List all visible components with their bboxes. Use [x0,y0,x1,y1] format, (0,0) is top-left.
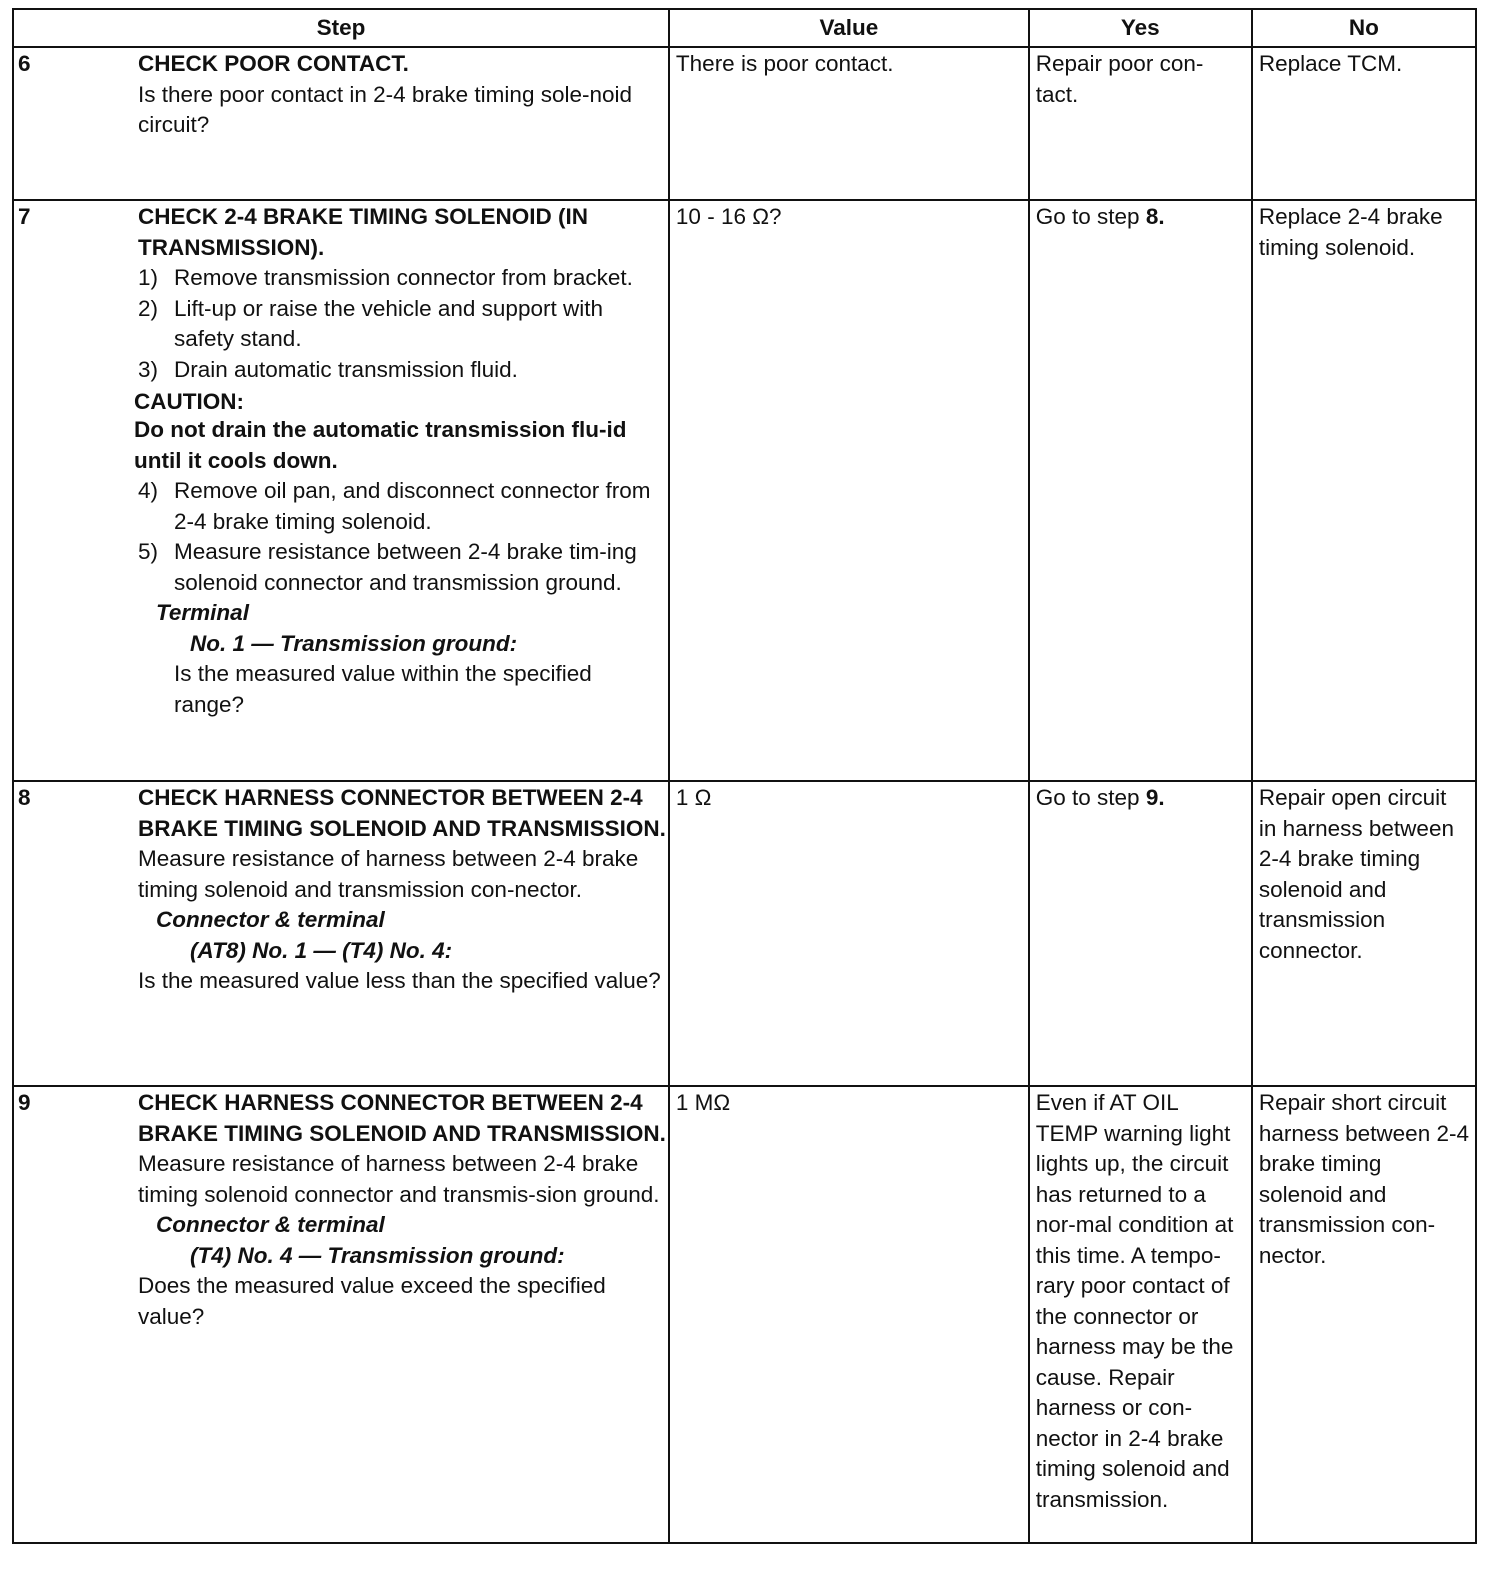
spec-value: (AT8) No. 1 — (T4) No. 4: [190,937,453,963]
step-title: CHECK HARNESS CONNECTOR BETWEEN 2-4 BRAKE TIMING SOLENOID AND TRANSMISSION. [138,785,666,841]
diagnostic-table [12,8,1477,1544]
table-row [13,200,1476,781]
list-item: 3) Drain automatic transmission fluid. [138,356,518,382]
yes-step-ref: 8. [1145,204,1165,229]
step-number: 8 [18,785,31,810]
diagnostic-table-page [12,8,1477,1544]
step-cell [13,200,669,781]
step-cell [13,1086,669,1543]
step-number: 9 [18,1090,31,1115]
header-yes: Yes [1029,9,1252,47]
procedure-list [138,476,666,598]
step-cell [13,47,669,200]
header-step: Step [13,9,669,47]
spec-value: (T4) No. 4 — Transmission ground: [190,1242,565,1268]
table-row [13,47,1476,200]
no-cell: Repair short circuit harness between 2-4 brake timing solenoid and transmission con-nector. [1252,1086,1476,1543]
spec-label: Connector & terminal [156,907,385,932]
caution-note [134,389,666,476]
spec-label: Terminal [156,600,249,625]
header-row [13,9,1476,47]
spec-value: No. 1 — Transmission ground: [190,630,518,656]
value-cell: There is poor contact. [669,47,1029,200]
list-item: 5) Measure resistance between 2-4 brake tim-ing solenoid connector and transmission ground. [138,539,637,595]
step-cell [13,781,669,1086]
spec-label: Connector & terminal [156,1212,385,1237]
step-body: Measure resistance of harness between 2-4 brake timing solenoid connector and transmis-sion ground. [138,1151,660,1207]
step-question: Is there poor contact in 2-4 brake timing sole-noid circuit? [138,81,633,137]
step-title: CHECK HARNESS CONNECTOR BETWEEN 2-4 BRAKE TIMING SOLENOID AND TRANSMISSION. [138,1090,666,1146]
list-item: 4) Remove oil pan, and disconnect connector from 2-4 brake timing solenoid. [138,478,651,534]
list-item: 1) Remove transmission connector from bracket. [138,265,633,290]
table-row [13,1086,1476,1543]
caution-text: Do not drain the automatic transmission flu-id until it cools down. [134,417,627,473]
yes-cell: Go to step 8. [1029,200,1252,781]
no-cell: Replace 2-4 brake timing solenoid. [1252,200,1476,781]
header-no: No [1252,9,1476,47]
value-cell: 1 MΩ [669,1086,1029,1543]
yes-cell: Even if AT OIL TEMP warning light lights up, the circuit has returned to a nor-mal condition at this time. A tempo-rary poor contact of the connector or harness may be the cause. Repair harness or con-nector in 2-4 brake timing solenoid and transmission. [1029,1086,1252,1543]
value-cell: 10 - 16 Ω? [669,200,1029,781]
step-title: CHECK POOR CONTACT. [138,51,409,76]
caution-label: CAUTION: [134,389,244,414]
table-row [13,781,1476,1086]
no-cell: Repair open circuit in harness between 2-4 brake timing solenoid and transmission connector. [1252,781,1476,1086]
step-number: 6 [18,51,31,76]
step-number: 7 [18,204,31,229]
yes-cell: Repair poor con-tact. [1029,47,1252,200]
yes-step-ref: 9. [1145,785,1165,810]
step-body: Measure resistance of harness between 2-4 brake timing solenoid and transmission con-nector. [138,846,639,902]
no-cell: Replace TCM. [1252,47,1476,200]
step-question: Does the measured value exceed the specified value? [138,1273,606,1329]
step-title: CHECK 2-4 BRAKE TIMING SOLENOID (IN TRANSMISSION). [138,204,589,260]
procedure-list [138,263,666,385]
step-question: Is the measured value within the specified range? [174,661,592,717]
yes-cell: Go to step 9. [1029,781,1252,1086]
value-cell: 1 Ω [669,781,1029,1086]
header-value: Value [669,9,1029,47]
list-item: 2) Lift-up or raise the vehicle and support with safety stand. [138,295,603,351]
step-question: Is the measured value less than the specified value? [138,968,661,993]
